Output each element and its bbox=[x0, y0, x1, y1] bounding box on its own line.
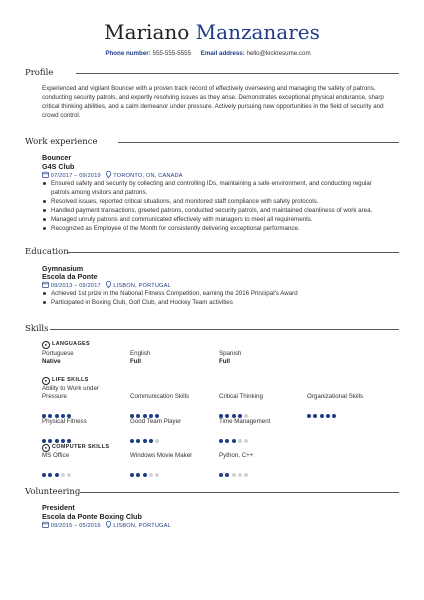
job-bullets bbox=[42, 179, 402, 233]
skill-name: Critical Thinking bbox=[219, 393, 263, 400]
skill-name: Good Team Player bbox=[130, 418, 182, 425]
skill-rating bbox=[219, 464, 250, 469]
skill-name: Windows Movie Maker bbox=[130, 452, 193, 459]
education-location: LISBON, PORTUGAL bbox=[113, 283, 171, 289]
globe-icon: ● bbox=[42, 341, 50, 349]
skill-name: Time Management bbox=[219, 418, 271, 425]
skill-rating bbox=[42, 430, 73, 435]
language-level: Full bbox=[219, 358, 230, 365]
rating-dot bbox=[136, 473, 140, 477]
rating-dot bbox=[55, 473, 59, 477]
job-bullet-continuation: patrols among visitors and patrons. bbox=[51, 189, 148, 196]
education-bullets bbox=[42, 289, 402, 307]
rating-dot bbox=[155, 473, 159, 477]
languages-heading: ● LANGUAGES bbox=[42, 340, 90, 349]
rating-dot bbox=[225, 439, 229, 443]
skills-heading: Skills bbox=[25, 324, 49, 334]
life-skills-heading: ● LIFE SKILLS bbox=[42, 376, 89, 385]
rating-dot bbox=[244, 439, 248, 443]
computer-skills-heading: ● COMPUTER SKILLS bbox=[42, 443, 110, 452]
rating-dot bbox=[130, 473, 134, 477]
phone-label: Phone number: bbox=[105, 50, 151, 57]
rating-dot bbox=[61, 473, 65, 477]
volunteer-dates: 09/2015 – 05/2016 bbox=[50, 523, 101, 529]
skill-name: Organizational Skills bbox=[307, 393, 364, 400]
skills-divider bbox=[50, 329, 399, 330]
job-bullet: Managed unruly patrons and communicated effectively with managers to meet all requirements. bbox=[42, 215, 402, 224]
volunteering-divider bbox=[80, 492, 399, 493]
skill-name: MS Office bbox=[42, 452, 70, 459]
rating-dot bbox=[155, 439, 159, 443]
skill-name: Python, C++ bbox=[219, 452, 254, 459]
skill-rating bbox=[130, 430, 161, 435]
education-divider bbox=[68, 252, 399, 253]
rating-dot bbox=[219, 439, 223, 443]
job-role: Bouncer bbox=[42, 153, 72, 162]
calendar-icon bbox=[42, 171, 49, 178]
skill-rating bbox=[130, 405, 161, 410]
rating-dot bbox=[143, 473, 147, 477]
language-name: Portuguese bbox=[42, 350, 74, 357]
first-name: Mariano bbox=[104, 20, 190, 44]
rating-dot bbox=[136, 439, 140, 443]
rating-dot bbox=[149, 473, 153, 477]
education-school: Escola da Ponte bbox=[42, 272, 98, 281]
volunteer-org: Escola da Ponte Boxing Club bbox=[42, 512, 142, 521]
rating-dot bbox=[232, 439, 236, 443]
volunteer-meta bbox=[42, 521, 171, 530]
language-level: Full bbox=[130, 358, 141, 365]
rating-dot bbox=[42, 473, 46, 477]
rating-dot bbox=[232, 473, 236, 477]
skill-name: Ability to Work under bbox=[42, 385, 99, 392]
education-dates: 09/2013 – 09/2017 bbox=[50, 283, 101, 289]
rating-dot bbox=[130, 439, 134, 443]
job-location: TORONTO, ON, CANADA bbox=[113, 173, 183, 179]
rating-dot bbox=[244, 473, 248, 477]
rating-dot bbox=[307, 414, 311, 418]
education-bullet: Achieved 1st prize in the National Fitness Competition, earning the 2016 Principal's Award bbox=[42, 289, 402, 298]
language-name: Spanish bbox=[219, 350, 242, 357]
rating-dot bbox=[326, 414, 330, 418]
last-name: Manzanares bbox=[195, 20, 320, 44]
education-degree: Gymnasium bbox=[42, 264, 84, 273]
rating-dot bbox=[67, 473, 71, 477]
skill-rating bbox=[130, 464, 161, 469]
job-bullet: Resolved issues, reported critical situations, and monitored staff compliance with safety protocols. bbox=[42, 197, 402, 206]
rating-dot bbox=[238, 439, 242, 443]
skill-rating bbox=[219, 405, 250, 410]
skill-rating bbox=[42, 464, 73, 469]
phone-value: 555-555-5555 bbox=[152, 50, 192, 57]
education-bullet: Participated in Boxing Club, Golf Club, and Hockey Team activities bbox=[42, 298, 402, 307]
skill-name: Physical Fitness bbox=[42, 418, 87, 425]
rating-dot bbox=[149, 439, 153, 443]
location-pin-icon bbox=[105, 171, 112, 178]
rating-dot bbox=[143, 439, 147, 443]
job-dates: 07/2017 – 09/2019 bbox=[50, 173, 101, 179]
job-org: G4S Club bbox=[42, 162, 75, 171]
rating-dot bbox=[219, 473, 223, 477]
contact-line bbox=[0, 50, 424, 57]
person-icon: ● bbox=[42, 377, 50, 385]
skill-rating bbox=[219, 430, 250, 435]
profile-divider bbox=[76, 73, 399, 74]
profile-text: Experienced and vigilant Bouncer with a proven track record of effectively overseeing and managing the safety of patrons, conducting security patrols, and expertly resolving issues as they arise. Demonstrates exceptional physical endurance, sharp critical thinking abilities, and a calm demeanor under pressure. Actively pursuing new opportunities in the field of security and crowd control. bbox=[42, 85, 384, 119]
calendar-icon bbox=[42, 521, 49, 528]
rating-dot bbox=[313, 414, 317, 418]
volunteer-role: President bbox=[42, 503, 75, 512]
email-value: hello@kickresume.com bbox=[246, 50, 311, 57]
skill-name: Communication Skills bbox=[130, 393, 190, 400]
experience-heading: Work experience bbox=[25, 137, 98, 147]
job-bullet: Recognized as Employee of the Month for consistently delivering exceptional performance. bbox=[42, 224, 402, 233]
education-heading: Education bbox=[25, 247, 69, 257]
profile-heading: Profile bbox=[25, 68, 54, 78]
monitor-icon: ● bbox=[42, 444, 50, 452]
skill-rating bbox=[307, 405, 338, 410]
job-bullet: Handled payment transactions, greeted patrons, conducted security patrols, and maintained cleanliness of work area. bbox=[42, 206, 402, 215]
language-level: Native bbox=[42, 358, 61, 365]
language-name: English bbox=[130, 350, 151, 357]
skill-rating bbox=[42, 405, 73, 410]
rating-dot bbox=[238, 473, 242, 477]
rating-dot bbox=[48, 473, 52, 477]
job-bullet: Ensured safety and security by collecting and controlling IDs, maintaining a safe environment, and conducting regular bbox=[42, 179, 402, 188]
location-pin-icon bbox=[105, 281, 112, 288]
email-label: Email address: bbox=[200, 50, 245, 57]
calendar-icon bbox=[42, 281, 49, 288]
location-pin-icon bbox=[105, 521, 112, 528]
rating-dot bbox=[332, 414, 336, 418]
volunteering-heading: Volunteering bbox=[25, 487, 81, 497]
experience-divider bbox=[118, 142, 399, 143]
candidate-name bbox=[0, 20, 424, 44]
skill-name-continuation: Pressure bbox=[42, 393, 67, 400]
rating-dot bbox=[320, 414, 324, 418]
volunteer-location: LISBON, PORTUGAL bbox=[113, 523, 171, 529]
rating-dot bbox=[225, 473, 229, 477]
